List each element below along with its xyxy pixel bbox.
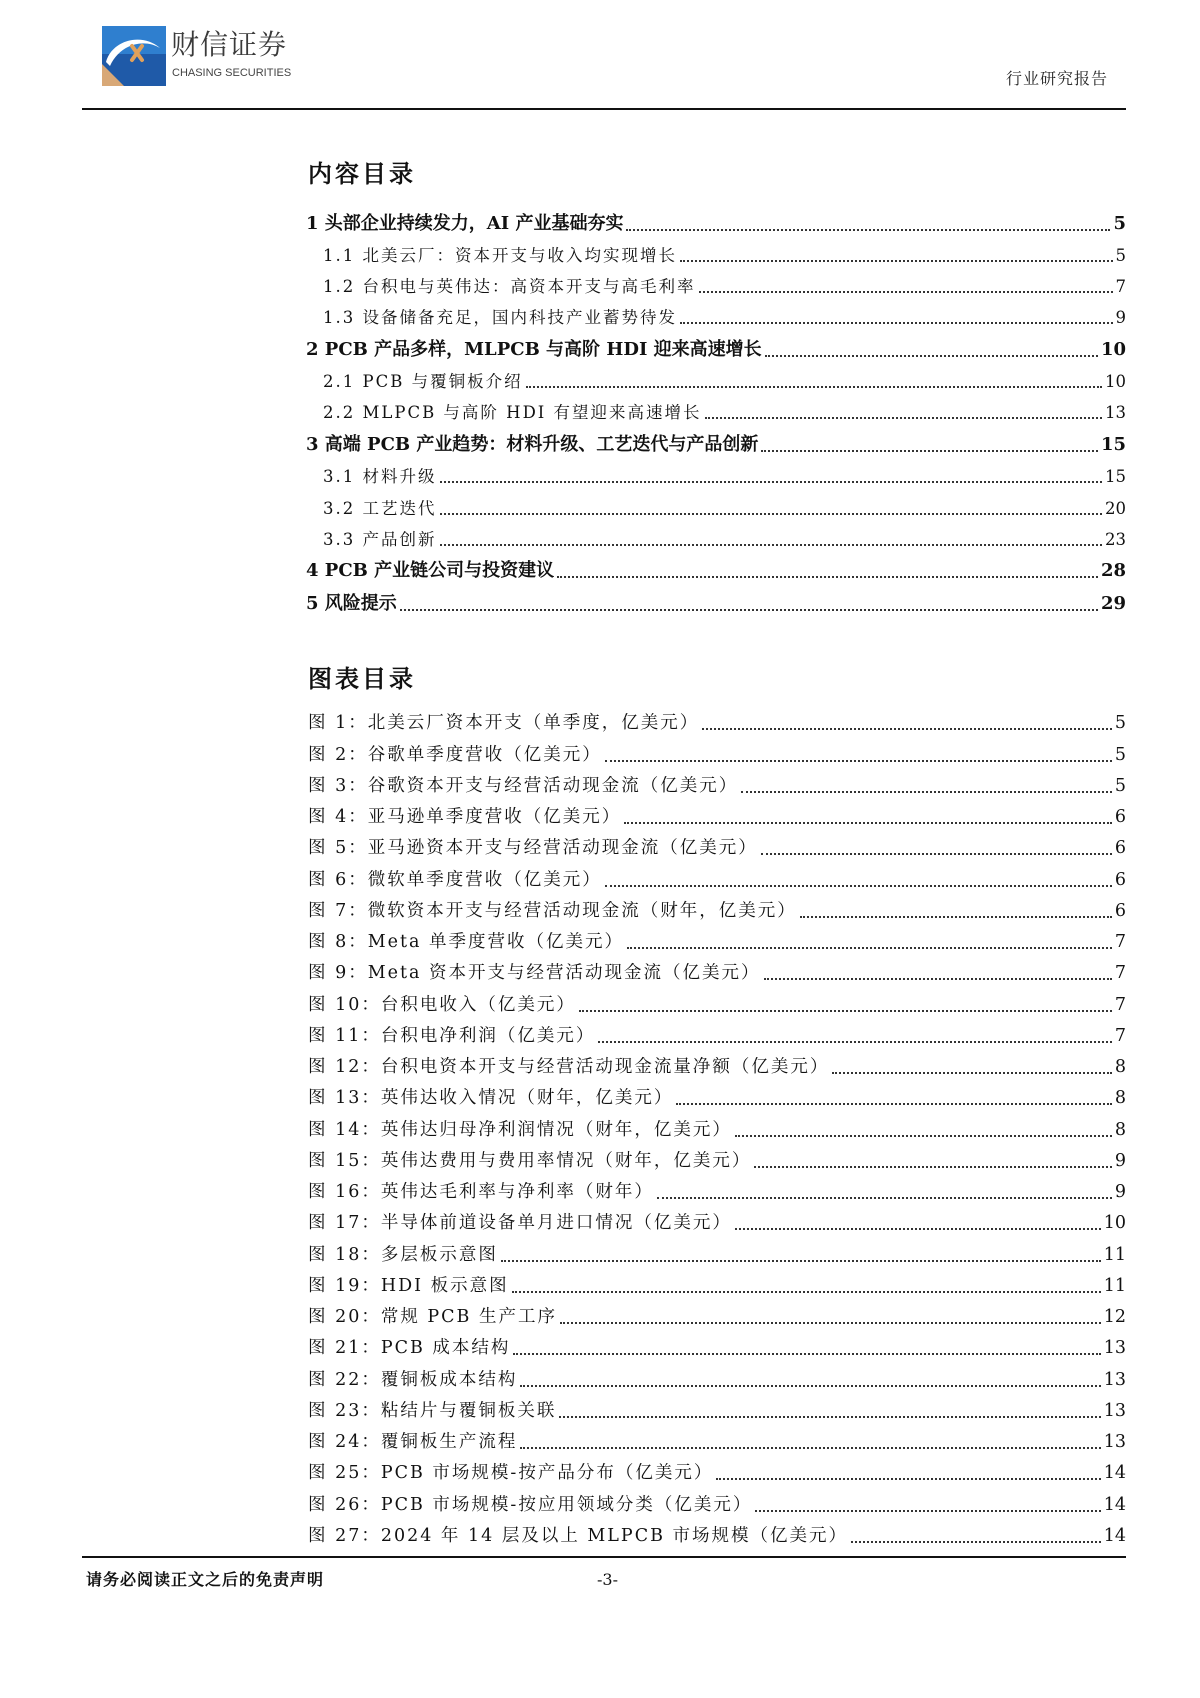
entry-label: 图 23：粘结片与覆铜板关联 — [308, 1400, 557, 1421]
entry-label: 1 头部企业持续发力，AI 产业基础夯实 — [306, 212, 624, 234]
dot-leader — [624, 822, 1112, 824]
dot-leader — [761, 853, 1112, 855]
toc-entry[interactable] — [306, 552, 1126, 585]
header-divider — [82, 108, 1126, 110]
entry-page-number: 5 — [1115, 245, 1126, 265]
entry-page-number: 14 — [1103, 1494, 1126, 1515]
entry-page-number: 9 — [1115, 308, 1126, 328]
entry-label: 2 PCB 产品多样，MLPCB 与高阶 HDI 迎来高速增长 — [306, 338, 762, 360]
dot-leader — [526, 386, 1102, 388]
figure-entry[interactable] — [308, 1174, 1126, 1205]
figure-entry[interactable] — [308, 830, 1126, 861]
entry-page-number: 5 — [1114, 713, 1126, 734]
entry-page-number: 28 — [1100, 560, 1126, 582]
entry-label: 1.3 设备储备充足，国内科技产业蓄势待发 — [323, 308, 677, 328]
entry-label: 2.2 MLPCB 与高阶 HDI 有望迎来高速增长 — [323, 403, 702, 423]
entry-label: 4 PCB 产业链公司与投资建议 — [306, 560, 555, 582]
entry-page-number: 10 — [1105, 372, 1126, 392]
dot-leader — [702, 728, 1112, 730]
figures-title: 图表目录 — [308, 664, 416, 693]
entry-label: 图 16：英伟达毛利率与净利率（财年） — [308, 1182, 654, 1202]
entry-page-number: 8 — [1114, 1088, 1126, 1109]
entry-label: 图 2：谷歌单季度营收（亿美元） — [308, 744, 602, 765]
toc-entry[interactable] — [306, 394, 1126, 425]
entry-label: 2.1 PCB 与覆铜板介绍 — [323, 372, 523, 392]
chasing-securities-logo — [102, 26, 166, 86]
entry-label: 图 15：英伟达费用与费用率情况（财年，亿美元） — [308, 1150, 752, 1171]
dot-leader — [680, 260, 1113, 262]
entry-label: 图 11：台积电净利润（亿美元） — [308, 1025, 596, 1046]
entry-page-number: 13 — [1103, 1400, 1126, 1421]
entry-page-number: 23 — [1105, 529, 1126, 549]
dot-leader — [699, 291, 1113, 293]
entry-label: 图 18：多层板示意图 — [308, 1244, 498, 1265]
dot-leader — [761, 450, 1098, 452]
brand-name-en: CHASING SECURITIES — [172, 67, 292, 79]
entry-label: 图 12：台积电资本开支与经营活动现金流量净额（亿美元） — [308, 1057, 830, 1077]
figure-entry[interactable] — [308, 1049, 1126, 1080]
entry-label: 图 1：北美云厂资本开支（单季度，亿美元） — [308, 713, 700, 734]
dot-leader — [605, 885, 1112, 887]
figure-entry[interactable] — [308, 705, 1126, 736]
entry-label: 3.3 产品创新 — [323, 529, 437, 549]
entry-label: 图 9：Meta 资本开支与经营活动现金流（亿美元） — [308, 963, 761, 984]
figure-entry[interactable] — [308, 1111, 1126, 1142]
figure-entry[interactable] — [308, 1361, 1126, 1392]
entry-label: 图 21：PCB 成本结构 — [308, 1338, 511, 1359]
dot-leader — [716, 1478, 1100, 1480]
dot-leader — [501, 1260, 1101, 1262]
entry-page-number: 13 — [1103, 1432, 1126, 1452]
entry-label: 图 8：Meta 单季度营收（亿美元） — [308, 932, 624, 952]
entry-label: 图 3：谷歌资本开支与经营活动现金流（亿美元） — [308, 775, 739, 796]
dot-leader — [755, 1510, 1100, 1512]
entry-page-number: 7 — [1114, 1025, 1126, 1046]
dot-leader — [676, 1103, 1112, 1105]
entry-label: 图 22：覆铜板成本结构 — [308, 1369, 518, 1390]
toc-entry[interactable] — [306, 330, 1126, 363]
entry-page-number: 7 — [1114, 994, 1126, 1015]
dot-leader — [598, 1041, 1112, 1043]
dot-leader — [520, 1447, 1100, 1449]
figure-entry[interactable] — [308, 768, 1126, 799]
footer-disclaimer: 请务必阅读正文之后的免责声明 — [86, 1570, 325, 1589]
figure-entry[interactable] — [308, 1143, 1126, 1174]
entry-page-number: 5 — [1114, 744, 1126, 765]
dot-leader — [627, 947, 1112, 949]
entry-page-number: 9 — [1114, 1150, 1126, 1171]
brand-name-cn: 财信证券 — [171, 28, 288, 61]
figure-entry[interactable] — [308, 799, 1126, 830]
figure-entry[interactable] — [308, 1205, 1126, 1236]
entry-label: 图 13：英伟达收入情况（财年，亿美元） — [308, 1088, 674, 1109]
figure-entry[interactable] — [308, 955, 1126, 986]
toc-entry[interactable] — [306, 521, 1126, 552]
dot-leader — [754, 1166, 1112, 1168]
entry-page-number: 5 — [1113, 212, 1126, 234]
figure-entry[interactable] — [308, 1486, 1126, 1517]
toc-title: 内容目录 — [308, 159, 416, 188]
entry-page-number: 14 — [1103, 1525, 1126, 1546]
figure-entry[interactable] — [308, 893, 1126, 924]
dot-leader — [741, 791, 1112, 793]
entry-page-number: 7 — [1114, 932, 1126, 952]
dot-leader — [832, 1072, 1112, 1074]
dot-leader — [557, 576, 1098, 578]
dot-leader — [579, 1010, 1112, 1012]
entry-page-number: 5 — [1114, 775, 1126, 796]
entry-label: 图 27：2024 年 14 层及以上 MLPCB 市场规模（亿美元） — [308, 1525, 849, 1546]
entry-page-number: 20 — [1105, 498, 1126, 518]
toc-entry[interactable] — [306, 584, 1126, 617]
dot-leader — [800, 916, 1112, 918]
toc-entry[interactable] — [306, 363, 1126, 394]
dot-leader — [851, 1541, 1101, 1543]
entry-page-number: 12 — [1103, 1307, 1126, 1327]
entry-page-number: 29 — [1100, 592, 1126, 614]
entry-label: 1.2 台积电与英伟达：高资本开支与高毛利率 — [323, 277, 696, 297]
toc-entry[interactable] — [306, 299, 1126, 330]
entry-page-number: 10 — [1100, 338, 1126, 360]
dot-leader — [440, 544, 1103, 546]
dot-leader — [605, 760, 1112, 762]
figure-entry[interactable] — [308, 1018, 1126, 1049]
toc-entry[interactable] — [306, 237, 1126, 268]
entry-label: 3 高端 PCB 产业趋势：材料升级、工艺迭代与产品创新 — [306, 433, 759, 455]
entry-page-number: 11 — [1103, 1275, 1126, 1296]
figure-entry[interactable] — [308, 736, 1126, 767]
entry-page-number: 8 — [1114, 1119, 1126, 1140]
entry-page-number: 13 — [1103, 1338, 1126, 1359]
entry-label: 3.2 工艺迭代 — [323, 498, 437, 518]
entry-page-number: 13 — [1103, 1369, 1126, 1390]
entry-page-number: 6 — [1114, 838, 1126, 859]
entry-page-number: 8 — [1114, 1057, 1126, 1077]
entry-page-number: 6 — [1114, 900, 1126, 921]
dot-leader — [705, 417, 1102, 419]
figure-entry[interactable] — [308, 861, 1126, 892]
entry-label: 图 14：英伟达归母净利润情况（财年，亿美元） — [308, 1119, 732, 1140]
entry-page-number: 11 — [1103, 1244, 1126, 1265]
entry-label: 1.1 北美云厂：资本开支与收入均实现增长 — [323, 245, 677, 265]
toc-entry[interactable] — [306, 489, 1126, 520]
dot-leader — [400, 609, 1098, 611]
dot-leader — [735, 1228, 1101, 1230]
entry-page-number: 9 — [1114, 1182, 1126, 1202]
dot-leader — [559, 1416, 1100, 1418]
dot-leader — [680, 322, 1113, 324]
entry-label: 图 20：常规 PCB 生产工序 — [308, 1307, 557, 1327]
footer-divider — [82, 1556, 1126, 1558]
figure-entry[interactable] — [308, 1080, 1126, 1111]
entry-page-number: 6 — [1114, 807, 1126, 827]
table-of-contents — [306, 204, 1126, 617]
entry-label: 图 10：台积电收入（亿美元） — [308, 994, 576, 1015]
entry-page-number: 7 — [1115, 277, 1126, 297]
figure-entry[interactable] — [308, 1299, 1126, 1330]
entry-label: 图 5：亚马逊资本开支与经营活动现金流（亿美元） — [308, 838, 758, 859]
entry-label: 图 24：覆铜板生产流程 — [308, 1432, 518, 1452]
dot-leader — [513, 1353, 1100, 1355]
entry-page-number: 14 — [1103, 1463, 1126, 1484]
dot-leader — [560, 1322, 1101, 1324]
dot-leader — [520, 1385, 1100, 1387]
entry-label: 图 4：亚马逊单季度营收（亿美元） — [308, 807, 622, 827]
figure-entry[interactable] — [308, 986, 1126, 1017]
dot-leader — [735, 1135, 1112, 1137]
entry-page-number: 15 — [1105, 467, 1126, 487]
list-of-figures — [308, 705, 1126, 1549]
figure-entry[interactable] — [308, 1268, 1126, 1299]
dot-leader — [764, 978, 1112, 980]
toc-entry[interactable] — [306, 425, 1126, 458]
toc-entry[interactable] — [306, 204, 1126, 237]
figure-entry[interactable] — [308, 1393, 1126, 1424]
figure-entry[interactable] — [308, 1518, 1126, 1549]
entry-label: 5 风险提示 — [306, 592, 397, 614]
dot-leader — [765, 355, 1098, 357]
entry-label: 图 6：微软单季度营收（亿美元） — [308, 869, 602, 890]
toc-entry[interactable] — [306, 268, 1126, 299]
entry-page-number: 6 — [1114, 869, 1126, 890]
figure-entry[interactable] — [308, 1455, 1126, 1486]
dot-leader — [512, 1291, 1101, 1293]
entry-label: 图 26：PCB 市场规模-按应用领域分类（亿美元） — [308, 1494, 753, 1515]
report-type-label: 行业研究报告 — [1005, 69, 1108, 88]
figure-entry[interactable] — [308, 1424, 1126, 1455]
entry-label: 图 7：微软资本开支与经营活动现金流（财年，亿美元） — [308, 900, 797, 921]
dot-leader — [657, 1197, 1112, 1199]
figure-entry[interactable] — [308, 1236, 1126, 1267]
entry-label: 图 19：HDI 板示意图 — [308, 1275, 509, 1296]
entry-label: 3.1 材料升级 — [323, 467, 437, 487]
figure-entry[interactable] — [308, 924, 1126, 955]
figure-entry[interactable] — [308, 1330, 1126, 1361]
entry-page-number: 13 — [1105, 403, 1126, 423]
entry-page-number: 15 — [1100, 433, 1126, 455]
dot-leader — [440, 481, 1103, 483]
dot-leader — [440, 513, 1103, 515]
entry-label: 图 25：PCB 市场规模-按产品分布（亿美元） — [308, 1463, 714, 1484]
entry-page-number: 10 — [1103, 1213, 1126, 1234]
dot-leader — [626, 229, 1110, 231]
entry-page-number: 7 — [1114, 963, 1126, 984]
toc-entry[interactable] — [306, 458, 1126, 489]
page-number: -3- — [597, 1570, 618, 1589]
entry-label: 图 17：半导体前道设备单月进口情况（亿美元） — [308, 1213, 732, 1234]
